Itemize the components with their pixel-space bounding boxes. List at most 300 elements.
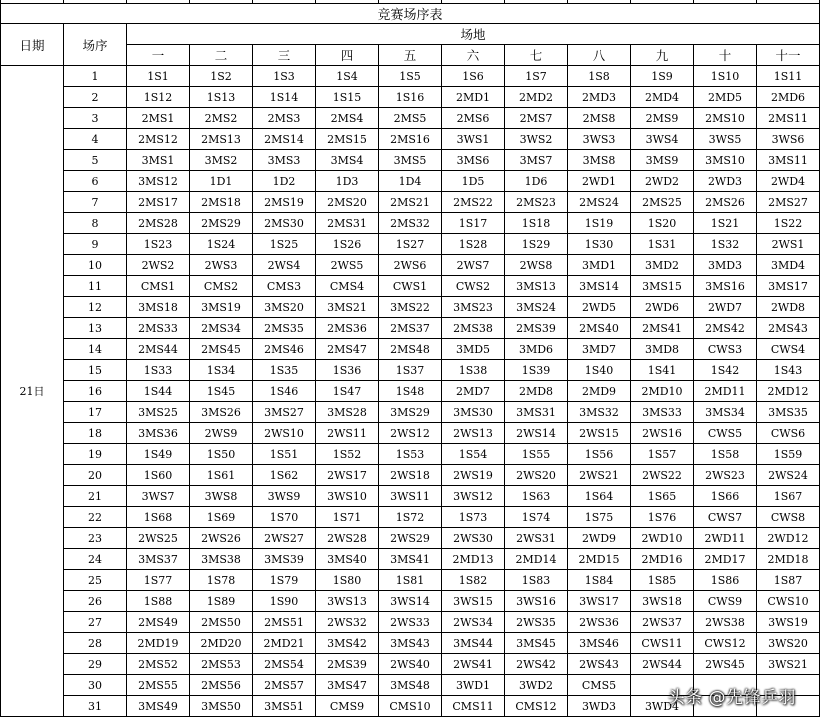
order-cell: 25 <box>64 570 127 591</box>
venue-number-header: 九 <box>631 45 694 66</box>
match-cell: 1S17 <box>442 213 505 234</box>
match-cell: 2WS10 <box>253 423 316 444</box>
match-cell: 1S24 <box>190 234 253 255</box>
order-cell: 16 <box>64 381 127 402</box>
venue-number-header: 八 <box>568 45 631 66</box>
match-cell: 3MS18 <box>127 297 190 318</box>
match-cell: CMS3 <box>253 276 316 297</box>
match-cell: 1D5 <box>442 171 505 192</box>
match-cell: 2WD8 <box>757 297 820 318</box>
match-cell: 2MD16 <box>631 549 694 570</box>
match-cell: 2WS37 <box>631 612 694 633</box>
match-cell: 2WS13 <box>442 423 505 444</box>
match-cell: 2WS6 <box>379 255 442 276</box>
match-cell: 2WS25 <box>127 528 190 549</box>
match-cell: 3MS19 <box>190 297 253 318</box>
match-cell: 2WS32 <box>316 612 379 633</box>
match-cell: 2WS26 <box>190 528 253 549</box>
match-cell: 2MS51 <box>253 612 316 633</box>
match-cell: 1S72 <box>379 507 442 528</box>
match-cell: 3MS20 <box>253 297 316 318</box>
match-cell: 2WD5 <box>568 297 631 318</box>
match-cell: 2WS3 <box>190 255 253 276</box>
match-cell: 1S32 <box>694 234 757 255</box>
match-cell: 3WD1 <box>442 675 505 696</box>
match-cell: 1D1 <box>190 171 253 192</box>
match-cell: 2MS49 <box>127 612 190 633</box>
match-cell: 2WS7 <box>442 255 505 276</box>
match-cell: 2MS2 <box>190 108 253 129</box>
order-cell: 12 <box>64 297 127 318</box>
match-cell: 2WD11 <box>694 528 757 549</box>
match-cell: 2MS19 <box>253 192 316 213</box>
order-cell: 8 <box>64 213 127 234</box>
order-cell: 17 <box>64 402 127 423</box>
match-cell: 2MS16 <box>379 129 442 150</box>
table-row <box>1 66 820 87</box>
match-cell: 2MS21 <box>379 192 442 213</box>
match-cell: 1S4 <box>316 66 379 87</box>
match-cell: 3MS9 <box>631 150 694 171</box>
match-cell: 1S27 <box>379 234 442 255</box>
match-cell: 3MS28 <box>316 402 379 423</box>
order-column-header: 场序 <box>64 24 127 66</box>
match-cell: 2WS22 <box>631 465 694 486</box>
match-cell: 3MS7 <box>505 150 568 171</box>
table-row <box>1 276 820 297</box>
match-cell: 3MS17 <box>757 276 820 297</box>
match-cell: 1S84 <box>568 570 631 591</box>
match-cell: 2WS28 <box>316 528 379 549</box>
match-cell: 3MS21 <box>316 297 379 318</box>
match-cell: 2WS33 <box>379 612 442 633</box>
match-cell: 3WS18 <box>631 591 694 612</box>
match-cell: 1S36 <box>316 360 379 381</box>
match-cell: 3WS6 <box>757 129 820 150</box>
table-title: 竞赛场序表 <box>1 4 820 24</box>
match-cell: 1S81 <box>379 570 442 591</box>
match-cell: 2MS3 <box>253 108 316 129</box>
order-cell: 24 <box>64 549 127 570</box>
order-cell: 9 <box>64 234 127 255</box>
match-cell: 2MS42 <box>694 318 757 339</box>
match-cell: 3WS10 <box>316 486 379 507</box>
match-cell: 2MS54 <box>253 654 316 675</box>
match-cell: 1S20 <box>631 213 694 234</box>
order-cell: 14 <box>64 339 127 360</box>
match-cell: 2WS41 <box>442 654 505 675</box>
table-row <box>1 150 820 171</box>
match-cell: 2MS55 <box>127 675 190 696</box>
match-cell: 1S55 <box>505 444 568 465</box>
match-cell: 1S2 <box>190 66 253 87</box>
venue-number-header: 一 <box>127 45 190 66</box>
order-cell: 1 <box>64 66 127 87</box>
table-row <box>1 360 820 381</box>
match-cell: 1S89 <box>190 591 253 612</box>
match-cell: CWS10 <box>757 591 820 612</box>
match-cell: 3MS15 <box>631 276 694 297</box>
table-row <box>1 381 820 402</box>
match-cell: 3MS10 <box>694 150 757 171</box>
table-row <box>1 465 820 486</box>
match-cell: 3MD2 <box>631 255 694 276</box>
match-cell: 3MS41 <box>379 549 442 570</box>
match-cell: 3MS22 <box>379 297 442 318</box>
table-row <box>1 213 820 234</box>
match-cell: 1S71 <box>316 507 379 528</box>
match-cell: 2MD6 <box>757 87 820 108</box>
date-column-header: 日期 <box>1 24 64 66</box>
match-cell: 2MS26 <box>694 192 757 213</box>
match-cell: 1S85 <box>631 570 694 591</box>
match-cell: 2MS15 <box>316 129 379 150</box>
match-cell: 3MS36 <box>127 423 190 444</box>
match-cell: 2WS16 <box>631 423 694 444</box>
match-cell: 2WS17 <box>316 465 379 486</box>
table-row <box>1 108 820 129</box>
match-cell: CWS8 <box>757 507 820 528</box>
table-row <box>1 402 820 423</box>
match-cell: 2WS11 <box>316 423 379 444</box>
match-cell: 1S48 <box>379 381 442 402</box>
match-cell: 2MS53 <box>190 654 253 675</box>
match-cell: 1S58 <box>694 444 757 465</box>
match-cell: 2MD3 <box>568 87 631 108</box>
match-cell: 1S28 <box>442 234 505 255</box>
match-cell: 2MD13 <box>442 549 505 570</box>
match-cell: 2WS23 <box>694 465 757 486</box>
match-cell: 1S33 <box>127 360 190 381</box>
match-cell: 1S76 <box>631 507 694 528</box>
match-cell: 3WS14 <box>379 591 442 612</box>
match-cell: 1S64 <box>568 486 631 507</box>
venue-number-header: 四 <box>316 45 379 66</box>
match-cell: CWS12 <box>694 633 757 654</box>
match-cell: 1S62 <box>253 465 316 486</box>
match-cell: 1S78 <box>190 570 253 591</box>
match-cell: 2WD6 <box>631 297 694 318</box>
match-cell: 2MD21 <box>253 633 316 654</box>
match-cell: CWS2 <box>442 276 505 297</box>
match-cell: 3MS37 <box>127 549 190 570</box>
match-cell: 1S15 <box>316 87 379 108</box>
order-cell: 4 <box>64 129 127 150</box>
order-cell: 3 <box>64 108 127 129</box>
match-cell: 2WS40 <box>379 654 442 675</box>
match-cell: 2WD2 <box>631 171 694 192</box>
match-cell: 3MS42 <box>316 633 379 654</box>
match-cell: 2MD20 <box>190 633 253 654</box>
match-cell: 1S83 <box>505 570 568 591</box>
match-cell: 1S29 <box>505 234 568 255</box>
match-cell: 2MS28 <box>127 213 190 234</box>
order-cell: 30 <box>64 675 127 696</box>
match-cell: 2MS17 <box>127 192 190 213</box>
match-cell: 2WS21 <box>568 465 631 486</box>
match-cell: 3MS3 <box>253 150 316 171</box>
match-cell: 3MS8 <box>568 150 631 171</box>
match-cell: CMS11 <box>442 696 505 717</box>
match-cell: 1S38 <box>442 360 505 381</box>
match-cell: 3MS50 <box>190 696 253 717</box>
match-cell: 1S49 <box>127 444 190 465</box>
match-cell: 1S54 <box>442 444 505 465</box>
match-cell: 3MS35 <box>757 402 820 423</box>
match-cell: 1S69 <box>190 507 253 528</box>
match-cell: 3MS26 <box>190 402 253 423</box>
match-cell: 2MS36 <box>316 318 379 339</box>
match-cell: 2WS14 <box>505 423 568 444</box>
match-cell: 3WS16 <box>505 591 568 612</box>
match-cell: 1S59 <box>757 444 820 465</box>
match-cell: 2WS12 <box>379 423 442 444</box>
match-cell: 2WS4 <box>253 255 316 276</box>
match-cell: 1S53 <box>379 444 442 465</box>
match-cell: 1S51 <box>253 444 316 465</box>
table-row <box>1 297 820 318</box>
match-cell: 1S30 <box>568 234 631 255</box>
match-cell: 3MS16 <box>694 276 757 297</box>
match-cell: 2MD4 <box>631 87 694 108</box>
match-cell: 3WS17 <box>568 591 631 612</box>
order-cell: 28 <box>64 633 127 654</box>
order-cell: 18 <box>64 423 127 444</box>
match-cell: 2WS31 <box>505 528 568 549</box>
match-cell: 2MS57 <box>253 675 316 696</box>
match-cell: 1S56 <box>568 444 631 465</box>
match-cell: 2WS30 <box>442 528 505 549</box>
match-cell: 2WD3 <box>694 171 757 192</box>
match-cell: 3WS15 <box>442 591 505 612</box>
match-cell: 1S9 <box>631 66 694 87</box>
table-row <box>1 633 820 654</box>
match-cell: 3MD1 <box>568 255 631 276</box>
match-cell: CWS4 <box>757 339 820 360</box>
match-cell: 2MS5 <box>379 108 442 129</box>
match-cell: 3WS13 <box>316 591 379 612</box>
match-cell: 2MS1 <box>127 108 190 129</box>
match-cell: 1S65 <box>631 486 694 507</box>
match-cell: 3WS4 <box>631 129 694 150</box>
match-cell: 2MS40 <box>568 318 631 339</box>
match-cell: 3WS20 <box>757 633 820 654</box>
match-cell: 1S52 <box>316 444 379 465</box>
match-cell: 3WS5 <box>694 129 757 150</box>
match-cell: 2MS9 <box>631 108 694 129</box>
match-cell: CWS6 <box>757 423 820 444</box>
match-cell: 2MD12 <box>757 381 820 402</box>
match-cell: 1S37 <box>379 360 442 381</box>
venue-number-header: 六 <box>442 45 505 66</box>
match-cell: 2MS34 <box>190 318 253 339</box>
match-cell: 1S44 <box>127 381 190 402</box>
match-cell: CMS5 <box>568 675 631 696</box>
match-cell: 2MS8 <box>568 108 631 129</box>
match-cell: 2MD14 <box>505 549 568 570</box>
match-cell: 1S66 <box>694 486 757 507</box>
match-cell: 1S13 <box>190 87 253 108</box>
match-cell: 3MS43 <box>379 633 442 654</box>
match-cell: 2WS9 <box>190 423 253 444</box>
table-row <box>1 444 820 465</box>
venue-group-header: 场地 <box>127 24 820 45</box>
match-cell: 2WD1 <box>568 171 631 192</box>
order-cell: 10 <box>64 255 127 276</box>
match-cell: 2MS44 <box>127 339 190 360</box>
match-cell: 1S16 <box>379 87 442 108</box>
match-cell: 1S73 <box>442 507 505 528</box>
venue-number-header: 七 <box>505 45 568 66</box>
match-cell: 3MS34 <box>694 402 757 423</box>
match-cell: 1S90 <box>253 591 316 612</box>
match-cell: CWS11 <box>631 633 694 654</box>
table-row <box>1 528 820 549</box>
match-cell: 3WS12 <box>442 486 505 507</box>
match-cell: 1S12 <box>127 87 190 108</box>
match-cell: 3MS6 <box>442 150 505 171</box>
table-row <box>1 591 820 612</box>
match-cell: 2MS32 <box>379 213 442 234</box>
match-cell: 2MS50 <box>190 612 253 633</box>
match-cell: 2MS38 <box>442 318 505 339</box>
match-cell: 2WD7 <box>694 297 757 318</box>
match-cell: 2MS25 <box>631 192 694 213</box>
match-cell: CWS1 <box>379 276 442 297</box>
order-cell: 7 <box>64 192 127 213</box>
table-row <box>1 549 820 570</box>
match-cell: 1S35 <box>253 360 316 381</box>
match-cell: 1S31 <box>631 234 694 255</box>
match-cell: 1S8 <box>568 66 631 87</box>
match-cell: 3WS8 <box>190 486 253 507</box>
match-cell: 1S42 <box>694 360 757 381</box>
match-cell: 2MS24 <box>568 192 631 213</box>
match-cell: 1S79 <box>253 570 316 591</box>
table-row <box>1 507 820 528</box>
match-cell: 1S67 <box>757 486 820 507</box>
match-cell: CMS10 <box>379 696 442 717</box>
match-cell: 3WS1 <box>442 129 505 150</box>
match-cell: 2MS31 <box>316 213 379 234</box>
match-cell: 2MS45 <box>190 339 253 360</box>
match-cell: CMS9 <box>316 696 379 717</box>
match-cell: 3MD6 <box>505 339 568 360</box>
match-cell: 3MS25 <box>127 402 190 423</box>
match-cell: 3MD3 <box>694 255 757 276</box>
match-cell: 2MS37 <box>379 318 442 339</box>
match-cell: 2WS19 <box>442 465 505 486</box>
venue-number-header: 二 <box>190 45 253 66</box>
match-cell: 1D4 <box>379 171 442 192</box>
match-cell: 2MS10 <box>694 108 757 129</box>
match-cell: 2WS43 <box>568 654 631 675</box>
match-cell: 2MD7 <box>442 381 505 402</box>
match-cell: 1S63 <box>505 486 568 507</box>
match-cell: 3MS32 <box>568 402 631 423</box>
match-cell: 2MS27 <box>757 192 820 213</box>
match-cell: 1S77 <box>127 570 190 591</box>
match-cell: 3MS2 <box>190 150 253 171</box>
table-row <box>1 654 820 675</box>
match-cell: 1S1 <box>127 66 190 87</box>
table-row <box>1 339 820 360</box>
match-cell: 1S47 <box>316 381 379 402</box>
match-cell: 1S70 <box>253 507 316 528</box>
match-cell: 1S23 <box>127 234 190 255</box>
order-cell: 19 <box>64 444 127 465</box>
match-cell: 2MD18 <box>757 549 820 570</box>
match-cell: 3MD5 <box>442 339 505 360</box>
match-cell: 1S86 <box>694 570 757 591</box>
order-cell: 13 <box>64 318 127 339</box>
match-cell: 3MS48 <box>379 675 442 696</box>
match-cell: 2WS42 <box>505 654 568 675</box>
match-cell: 2WS24 <box>757 465 820 486</box>
match-cell: CWS9 <box>694 591 757 612</box>
match-cell: 3MD7 <box>568 339 631 360</box>
order-cell: 29 <box>64 654 127 675</box>
venue-number-header: 三 <box>253 45 316 66</box>
match-cell: 1S68 <box>127 507 190 528</box>
match-cell: 1S61 <box>190 465 253 486</box>
match-cell: 2MD15 <box>568 549 631 570</box>
match-cell: 2MS11 <box>757 108 820 129</box>
match-cell: CWS5 <box>694 423 757 444</box>
match-cell: 1S11 <box>757 66 820 87</box>
match-cell: 2MD10 <box>631 381 694 402</box>
match-cell: CMS12 <box>505 696 568 717</box>
order-cell: 11 <box>64 276 127 297</box>
match-cell: 1S46 <box>253 381 316 402</box>
venue-number-header: 十一 <box>757 45 820 66</box>
match-cell: 2MD9 <box>568 381 631 402</box>
match-cell: 3MS40 <box>316 549 379 570</box>
match-cell: 2MD17 <box>694 549 757 570</box>
match-cell: 3WD4 <box>631 696 694 717</box>
match-cell: 2WD4 <box>757 171 820 192</box>
match-cell: 1S87 <box>757 570 820 591</box>
match-cell: 2MS52 <box>127 654 190 675</box>
match-cell: 2WS35 <box>505 612 568 633</box>
match-cell: 2MS39 <box>505 318 568 339</box>
match-cell: 1S60 <box>127 465 190 486</box>
order-cell: 23 <box>64 528 127 549</box>
match-cell: CMS2 <box>190 276 253 297</box>
order-cell: 20 <box>64 465 127 486</box>
match-cell: 3WS9 <box>253 486 316 507</box>
match-cell: 1S22 <box>757 213 820 234</box>
match-cell: 3MS5 <box>379 150 442 171</box>
match-cell: 2MD5 <box>694 87 757 108</box>
table-row <box>1 423 820 444</box>
match-cell: 3MS45 <box>505 633 568 654</box>
date-cell: 21日 <box>1 66 64 717</box>
match-cell: 2MS30 <box>253 213 316 234</box>
table-row <box>1 129 820 150</box>
match-cell: 2WD12 <box>757 528 820 549</box>
table-row <box>1 570 820 591</box>
match-cell: 2MS23 <box>505 192 568 213</box>
match-cell: 2MD11 <box>694 381 757 402</box>
match-cell: 1D2 <box>253 171 316 192</box>
match-cell: 2WS20 <box>505 465 568 486</box>
match-cell: 1S74 <box>505 507 568 528</box>
venue-header-row <box>1 24 820 45</box>
match-cell: 2WS15 <box>568 423 631 444</box>
match-cell: 2MS47 <box>316 339 379 360</box>
match-cell: CMS4 <box>316 276 379 297</box>
